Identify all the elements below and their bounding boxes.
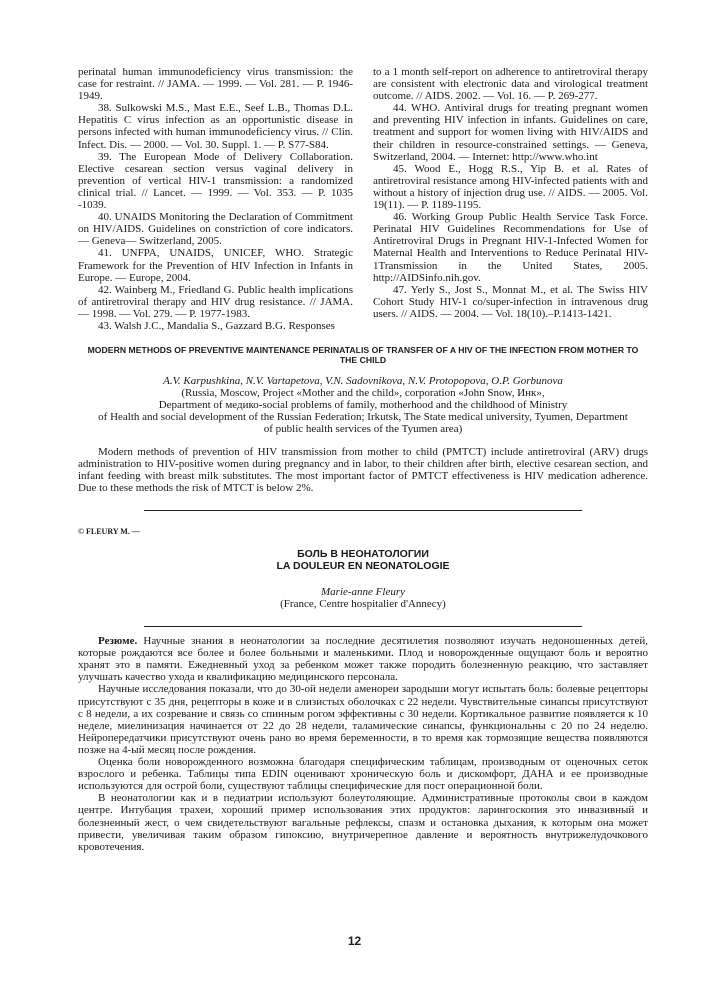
reference-item: perinatal human immunodeficiency virus transmission: the case for restraint. // JAMA. — 1999. — Vol. 281. — P. 1946-1949.: [78, 66, 353, 103]
english-authors: A.V. Karpushkina, N.V. Vartapetova, V.N. Sadovnikova, N.V. Protopopova, O.P. Gorbunova: [163, 375, 563, 388]
copyright-text: © FLEURY M. —: [78, 526, 140, 536]
reference-item: to a 1 month self-report on adherence to antiretroviral therapy are consistent with electronic data and virological treatment outcome. // AIDS. 2002. — Vol. 16. — P. 269-277.: [373, 66, 648, 103]
reference-item: 44. WHO. Antiviral drugs for treating pregnant women and preventing HIV infection in infants. Guidelines on care, treatment and support for women living with HIV/AIDS and their children in resource-constrained settings. — Geneva, Switzerland, 2004. — Internet: http://www.who.int: [373, 102, 648, 163]
article-title-ru: БОЛЬ В НЕОНАТОЛОГИИ: [297, 547, 429, 560]
summary-paragraph: [78, 635, 648, 683]
summary-text: Научные знания в неонатологии за последние десятилетия позволяют изучать недоношенных детей, которые рождаются все более и более больными и маленькими. Плод и новорожденные ощущают боль и вероятно хранят это в памяти. Ежедневный уход за ребенком может также породить болезненную реакцию, что заставляет улучшать качество ухода и квалификацию медицинского персонала.: [78, 635, 648, 684]
reference-item: 41. UNFPA, UNAIDS, UNICEF, WHO. Strategic Framework for the Prevention of HIV Infection in Infants in Europe. — Europe, 2004.: [78, 247, 353, 284]
article-title-fr: LA DOULEUR EN NEONATOLOGIE: [276, 559, 450, 572]
references-columns: [78, 66, 648, 332]
reference-item: 39. The European Mode of Delivery Collaboration. Elective cesarean section versus vaginal delivery in prevention of vertical HIV-1 transmission: a randomized clinical trial. // Lancet. — 1999. — Vol. 353. — P. 1035 -1039.: [78, 150, 353, 212]
article-affiliation: (France, Centre hospitalier d'Annecy): [280, 598, 446, 610]
copyright-line: [78, 527, 648, 536]
english-abstract: [78, 446, 648, 494]
reference-item: 40. UNAIDS Monitoring the Declaration of Commitment on HIV/AIDS. Guidelines on constriction of core indicators. — Geneva— Switzerland, 2005.: [78, 211, 353, 248]
english-affiliation-line: of Health and social development of the Russian Federation; Irkutsk, The State medical university, Tyumen, Department: [98, 411, 628, 424]
summary-label: Резюме.: [98, 635, 138, 648]
references-right-column: [373, 66, 648, 332]
english-affiliation-line: of public health services of the Tyumen area): [263, 423, 463, 436]
reference-item: 46. Working Group Public Health Service Task Force. Perinatal HIV Guidelines Recommendations for Use of Antiretroviral Drugs in Pregnant HIV-1-Infected Women for Maternal Health and Interventions to Reduce Perinatal HIV-1Transmission in the United States, 2005. http://AIDSinfo.nih.gov.: [373, 211, 648, 284]
section-divider: [144, 626, 582, 627]
body-paragraph: Оценка боли новорожденного возможна благодаря специфическим таблицам, производным от оценочных сеток взрослого и ребенка. Таблицы типа EDIN оценивают хроническую боль и дискомфорт, ДАНА и ее производные используются для острой боли, существуют таблицы специфические для пост операционной боли.: [78, 756, 648, 793]
reference-item: 43. Walsh J.C., Mandalia S., Gazzard B.G. Responses: [98, 319, 335, 332]
english-abstract-text: Modern methods of prevention of HIV transmission from mother to child (PMTCT) include antiretroviral (ARV) drugs administration to HIV-positive women during pregnancy and in labor, to their children after birth, elective cesarean section, and infant feeding with breast milk substitutes. The most important factor of PMTCT effectiveness is HIV medication adherence. Due to these methods the risk of MTCT is below 2%.: [78, 445, 648, 494]
body-paragraph: Научные исследования показали, что до 30-ой недели аменореи зародыши могут испытать боль: болевые рецепторы присутствуют с 35 дня, рецепторы в коже и в слизистых оболочках с 22 недели. Чувствительные синапсы присутствуют с 8 недели, а их созревание и связь со спинным рогом эффективны с 30 недели. Кортикальное развитие появляется к 10 неделе, миелинизация начинается от 22 до 28 недели, таламические синапсы, функциональны с 20 по 24 неделю. Нейропередатчики присутствуют очень рано во время беременности, в то время как тормозящие вещества появляются позже на 4-ый месяц после рождения.: [78, 683, 648, 756]
references-left-column: [78, 66, 353, 332]
page: [78, 66, 648, 853]
english-affiliation-line: Department of медико-social problems of family, motherhood and the childhood of Ministry: [158, 399, 568, 412]
english-article-title: MODERN METHODS OF PREVENTIVE MAINTENANCE PERINATALIS OF TRANSFER OF A HIV OF THE INFECTION FROM MOTHER TO THE CHILD: [87, 345, 639, 366]
reference-item: 38. Sulkowski M.S., Mast E.E., Seef L.B., Thomas D.L. Hepatitis C virus infection as an opportunistic disease in persons infected with human immunodeficiency virus. // Clin. Infect. Dis. — 2000. — Vol. 30. Suppl. 1. — P. S77-S84.: [78, 102, 353, 151]
reference-item: 45. Wood E., Hogg R.S., Yip B. et al. Rates of antiretroviral resistance among HIV-infected patients with and without a history of injection drug use. // AIDS. — 2005. Vol. 19(11). — P. 1189-1195.: [373, 162, 648, 212]
body-paragraph: В неонатологии как и в педиатрии используют болеутоляющие. Административные протоколы свои в каждом центре. Интубация трахеи, хороший пример использования этих продуктов: ларингоскопия это инвазивный и болезненный жест, о чем свидетельствуют вагальные рефлексы, спазм и остановка дыхания, к которым она может привести, увеличивая таким образом гипоксию, внутричерепное давление и вероятность внутрижелудочкового кровотечения.: [78, 792, 648, 853]
section-divider: [144, 510, 582, 511]
english-affiliation-line: (Russia, Moscow, Project «Mother and the child», corporation «John Snow, Инк»,: [181, 387, 545, 400]
page-number: 12: [347, 934, 362, 948]
reference-item: 42. Wainberg M., Friedland G. Public health implications of antiretroviral therapy and HIV drug resistance. // JAMA. — 1998. — Vol. 279. — P. 1977-1983.: [78, 283, 353, 320]
reference-item: 47. Yerly S., Jost S., Monnat M., et al. The Swiss HIV Cohort Study HIV-1 co/super-infection in intravenous drug users. // AIDS. — 2004. — Vol. 18(10).–P.1413-1421.: [373, 283, 648, 320]
article-author: Marie-anne Fleury: [321, 585, 405, 598]
article-body: [78, 635, 648, 853]
